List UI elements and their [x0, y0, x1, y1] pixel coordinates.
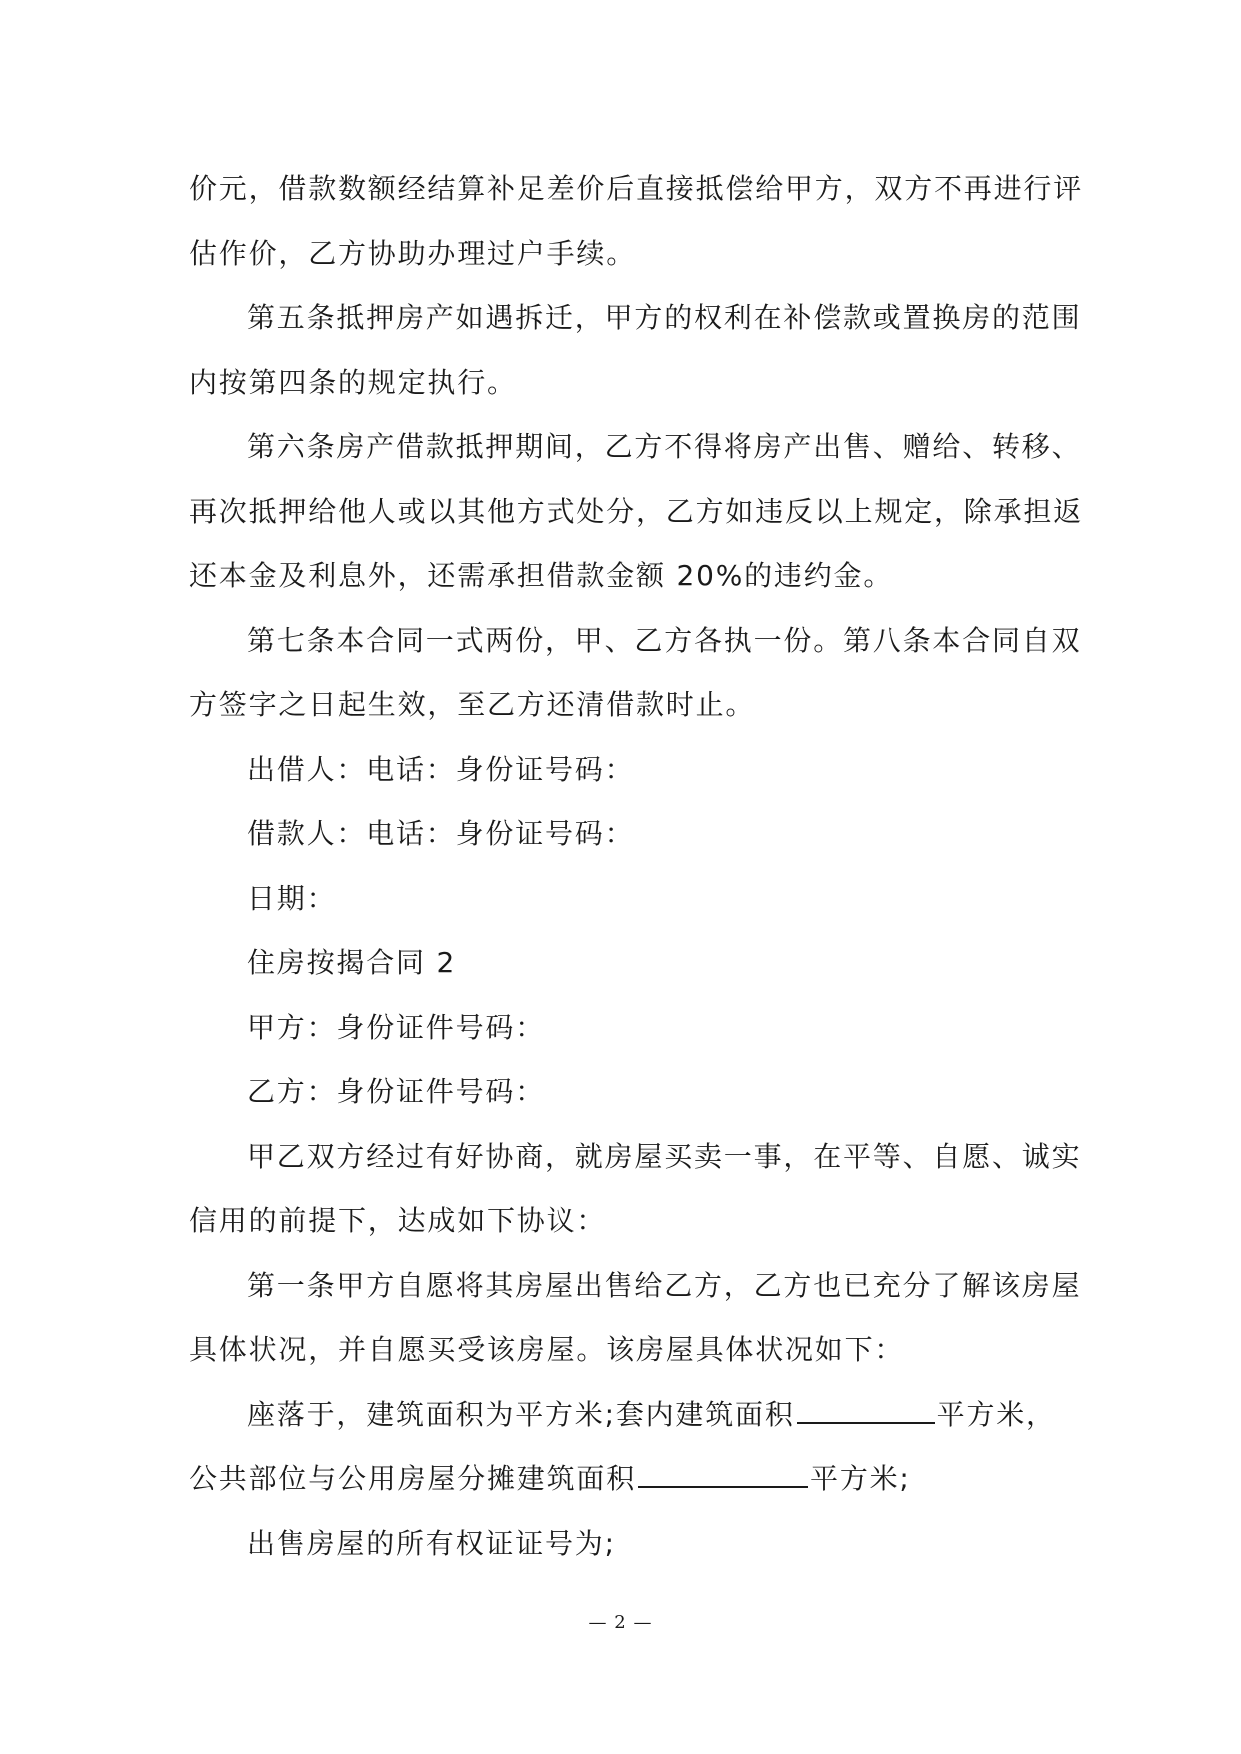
shared-area-unit: 平方米; [810, 1462, 911, 1495]
clause-7-line: 第七条本合同一式两份，甲、乙方各执一份。第八条本合同自双 [247, 623, 1082, 657]
clause-6-line: 还本金及利息外，还需承担借款金额 20%的违约金。 [189, 559, 894, 592]
lender-signature-line: 出借人：电话：身份证号码： [247, 752, 635, 786]
certificate-line: 出售房屋的所有权证证号为; [247, 1526, 616, 1560]
area-line [189, 1383, 1061, 1448]
party-b-line: 乙方：身份证件号码： [247, 1075, 546, 1108]
agreement-intro-line: 信用的前提下，达成如下协议： [189, 1204, 607, 1237]
area-line-text: 座落于，建筑面积为平方米;套内建筑面积 [247, 1397, 795, 1431]
shared-area-text: 公共部位与公用房屋分摊建筑面积 [189, 1462, 637, 1495]
clause-6-line: 第六条房产借款抵押期间，乙方不得将房产出售、赠给、转移、 [247, 430, 1082, 463]
clause-1-line: 第一条甲方自愿将其房屋出售给乙方，乙方也已充分了解该房屋 [247, 1268, 1082, 1302]
blank-field [797, 1398, 935, 1424]
shared-area-line [189, 1447, 1061, 1512]
date-line: 日期： [247, 881, 337, 915]
blank-field [638, 1462, 808, 1488]
document-body [189, 157, 1084, 1576]
page-number: — 2 — [588, 1612, 653, 1633]
party-a-line: 甲方：身份证件号码： [247, 1010, 546, 1044]
clause-7-line: 方签字之日起生效，至乙方还清借款时止。 [189, 688, 756, 721]
clause-5-line: 第五条抵押房产如遇拆迁，甲方的权利在补偿款或置换房的范围 [247, 301, 1082, 334]
section-title: 住房按揭合同 2 [247, 946, 457, 979]
agreement-intro-line: 甲乙双方经过有好协商，就房屋买卖一事，在平等、自愿、诚实 [247, 1139, 1082, 1173]
area-line-unit: 平方米， [936, 1397, 1056, 1431]
paragraph-line: 价元，借款数额经结算补足差价后直接抵偿给甲方，双方不再进行评 [189, 172, 1084, 205]
clause-6-line: 再次抵押给他人或以其他方式处分，乙方如违反以上规定，除承担返 [189, 494, 1084, 528]
paragraph-line: 估作价，乙方协助办理过户手续。 [189, 236, 637, 270]
clause-5-line: 内按第四条的规定执行。 [189, 365, 517, 399]
borrower-signature-line: 借款人：电话：身份证号码： [247, 817, 635, 850]
clause-1-line: 具体状况，并自愿买受该房屋。该房屋具体状况如下： [189, 1333, 905, 1366]
